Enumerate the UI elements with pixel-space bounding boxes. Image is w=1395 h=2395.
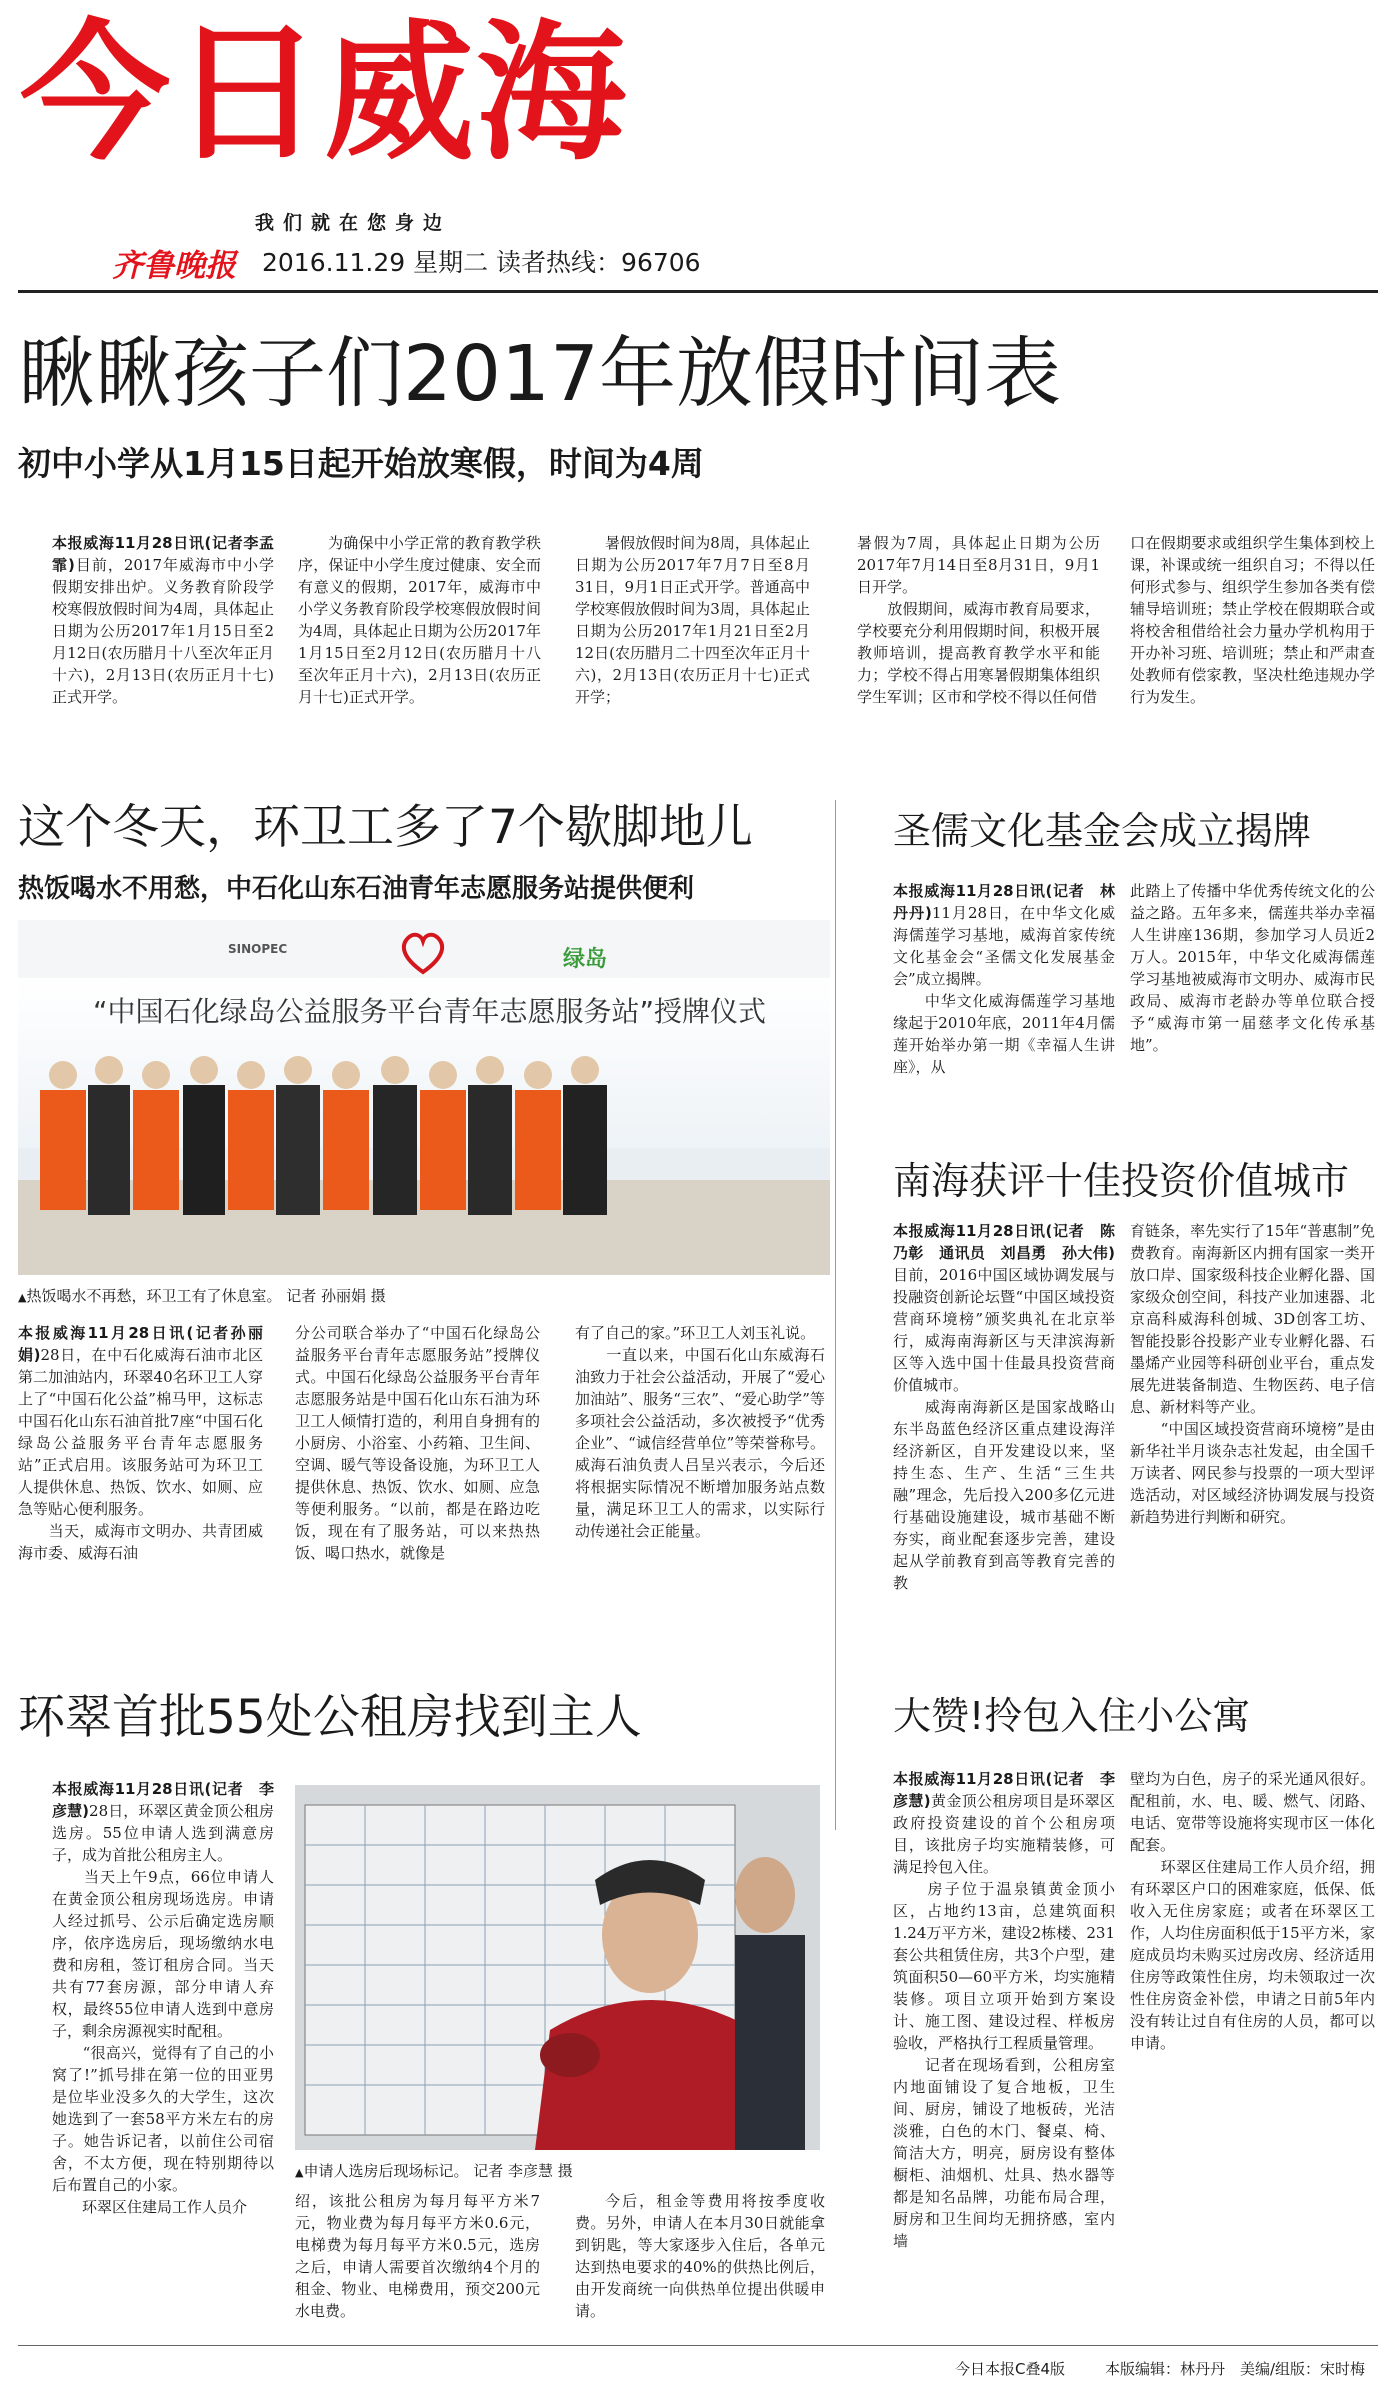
- housing-column-3: [575, 2190, 825, 2322]
- footer-rule: [18, 2345, 1378, 2346]
- foundation-headline: 圣儒文化基金会成立揭牌: [893, 809, 1312, 853]
- foundation-column-text: 11月28日，在中华文化威海儒莲学习基地，威海首家传统文化基金会“圣儒文化发展基金会”成立揭牌。 中华文化威海儒莲学习基地缘起于2010年底，2011年4月儒莲开始举办第一期《幸福人生讲座》，从: [893, 904, 1115, 1076]
- apartment-column-text: 壁均为白色，房子的采光通风很好。配租前，水、电、暖、燃气、闭路、电话、宽带等设施将实现市区一体化配套。 环翠区住建局工作人员介绍，拥有环翠区户口的困难家庭，低保、低收入无住房家庭；或者在环翠区工作，人均住房面积低于15平方米，家庭成员均未购买过房改房、经济适用住房等政策性住房，均未领取过一次性住房资金补偿，申请之日前5年内没有转让过自有住房的人员，都可以申请。: [1130, 1770, 1375, 2052]
- apartment-lead-in: 本报威海11月28日讯(记者 李彦慧): [893, 1770, 1115, 1810]
- heart-logo-icon: [398, 930, 448, 975]
- column-divider: [835, 800, 836, 1830]
- lead-column-text: 暑假放假时间为8周，具体起止日期为公历2017年7月7日至8月31日，9月1日正式开学。普通高中学校寒假放假时间为3周，具体起止日期为公历2017年1月21日至2月12日(农历腊月二十四至次年正月十六)，2月13日(农历正月十七)正式开学；: [575, 534, 810, 706]
- housing-photo-caption: [295, 2160, 573, 2181]
- apartment-column-1: [893, 1768, 1115, 2252]
- sanitation-column-text: 分公司联合举办了“中国石化绿岛公益服务平台青年志愿服务站”授牌仪式。中国石化绿岛公益服务平台青年志愿服务站是中国石化山东石油为环卫工人倾情打造的，利用自身拥有的小厨房、小浴室、小药箱、卫生间、空调、暖气等设备设施，为环卫工人提供休息、热饭、饮水、如厕、应急等便利服务。“以前，都是在路边吃饭，现在有了服务站，可以来热热饭、喝口热水，就像是: [295, 1324, 540, 1562]
- paper-logo: 齐鲁晚报: [112, 248, 236, 284]
- dateline: 2016.11.29 星期二 读者热线：96706: [262, 248, 701, 277]
- sanitation-lead-in: 本报威海11月28日讯(记者孙丽娟): [18, 1324, 263, 1364]
- caption-text: 申请人选房后现场标记。 记者 李彦慧 摄: [303, 2162, 573, 2180]
- lead-subhead: 初中小学从1月15日起开始放寒假，时间为4周: [18, 444, 704, 483]
- lead-column-1: [52, 532, 274, 708]
- sanitation-column-3: [575, 1322, 825, 1542]
- housing-column-text: 绍，该批公租房为每月每平方米7元，物业费为每月每平方米0.6元，电梯费为每月每平方米0.5元，选房之后，申请人需要首次缴纳4个月的租金、物业、电梯费用，预交200元水电费。: [295, 2192, 540, 2320]
- masthead-motto: 我们就在您身边: [255, 212, 452, 234]
- footer-designer: 美编/组版：宋时梅: [1240, 2360, 1366, 2378]
- masthead-rule: [18, 290, 1378, 293]
- footer-page-label: 今日本报C叠4版: [955, 2360, 1066, 2378]
- nanhai-column-2: [1130, 1220, 1375, 1528]
- sanitation-column-text: 28日，在中石化威海石油市北区第二加油站内，环翠40名环卫工人穿上了“中国石化公益”棉马甲，这标志中国石化山东石油首批7座“中国石化绿岛公益服务平台青年志愿服务站”正式启用。该服务站可为环卫工人提供休息、热饭、饮水、如厕、应急等贴心便利服务。 当天，威海市文明办、共青团威海市委、威海石油: [18, 1346, 264, 1562]
- ceremony-people-graphic: [18, 1030, 830, 1275]
- housing-column-text: 今后，租金等费用将按季度收费。另外，申请人在本月30日就能拿到钥匙，等大家逐步入住后，各单元达到热电要求的40%的供热比例后，由开发商统一向供热单位提出供暖申请。: [575, 2192, 825, 2320]
- lead-column-5: [1130, 532, 1375, 708]
- caption-triangle-icon: ▲: [295, 2166, 304, 2179]
- housing-column-text: 28日，环翠区黄金顶公租房选房。55位申请人选到满意房子，成为首批公租房主人。 当天上午9点，66位申请人在黄金顶公租房现场选房。申请人经过抓号、公示后确定选房顺序，依序选房后，现场缴纳水电费和房租，签订租房合同。当天共有77套房源，部分申请人弃权，最终55位申请人选到中意房子，剩余房源视实时配租。 “很高兴，觉得有了自己的小窝了!”抓号排在第一位的田亚男是位毕业没多久的大学生，这次她选到了一套58平方米左右的房子。她告诉记者，以前住公司宿舍，不太方便，现在特别期待以后布置自己的小家。 环翠区住建局工作人员介: [52, 1802, 275, 2216]
- caption-triangle-icon: ▲: [18, 1291, 27, 1304]
- apartment-headline: 大赞!拎包入住小公寓: [893, 1694, 1251, 1738]
- sinopec-logo: SINOPEC: [228, 942, 288, 956]
- nanhai-lead-in: 本报威海11月28日讯(记者 陈乃彰 通讯员 刘昌勇 孙大伟): [893, 1222, 1115, 1262]
- apartment-column-text: 黄金顶公租房项目是环翠区政府投资建设的首个公租房项目，该批房子均实施精装修，可满足拎包入住。 房子位于温泉镇黄金顶小区，占地约13亩，总建筑面积1.24万平方米，建设2栋楼、231套公共租赁住房，共3个户型，建筑面积50—60平方米，均实施精装修。项目立项开始到方案设计、施工图、建设过程、样板房验收，严格执行工程质量管理。 记者在现场看到，公租房室内地面铺设了复合地板，卫生间、厨房，铺设了地板砖，光洁淡雅，白色的木门、餐桌、椅、简洁大方，明亮，厨房设有整体橱柜、油烟机、灶具、热水器等都是知名品牌，功能布局合理，厨房和卫生间均无拥挤感，室内墙: [893, 1792, 1115, 2250]
- ceremony-banner-text: “中国石化绿岛公益服务平台青年志愿服务站”授牌仪式: [93, 995, 767, 1028]
- volunteer-ceremony-photo: [18, 920, 830, 1275]
- housing-column-2: [295, 2190, 540, 2322]
- foundation-lead-in: 本报威海11月28日讯(记者 林丹丹): [893, 882, 1115, 922]
- lead-column-4: [857, 532, 1100, 708]
- lead-column-3: [575, 532, 810, 708]
- sanitation-column-1: [18, 1322, 263, 1564]
- housing-lead-in: 本报威海11月28日讯(记者 李彦慧): [52, 1780, 274, 1820]
- foundation-column-1: [893, 880, 1115, 1078]
- lead-column-text: 为确保中小学正常的教育教学秩序，保证中小学生度过健康、安全而有意义的假期，2017年，威海市中小学义务教育阶段学校寒假放假时间为4周，具体起止日期为公历2017年1月15日至2月12日(农历腊月十八至次年正月十六)，2月13日(农历正月十七)正式开学。: [298, 534, 541, 706]
- lead-column-text: 口在假期要求或组织学生集体到校上课，补课或统一组织自习；不得以任何形式参与、组织学生参加各类有偿辅导培训班；禁止学校在假期联合或将校舍租借给社会力量办学机构用于开办补习班、培训班；禁止和严肃查处教师有偿家教，坚决杜绝违规办学行为发生。: [1130, 534, 1375, 706]
- footer-editor: 本版编辑：林丹丹: [1105, 2360, 1226, 2378]
- housing-headline: 环翠首批55处公租房找到主人: [18, 1690, 642, 1745]
- ludao-logo: 绿岛: [563, 947, 608, 972]
- sanitation-headline: 这个冬天，环卫工多了7个歇脚地儿: [18, 800, 753, 855]
- sanitation-column-2: [295, 1322, 540, 1564]
- masthead-title: 今日威海: [20, 5, 629, 181]
- sanitation-photo-caption: [18, 1285, 386, 1306]
- housing-column-1: [52, 1778, 274, 2218]
- foundation-column-text: 此踏上了传播中华优秀传统文化的公益之路。五年多来，儒莲共举办幸福人生讲座136期，参加学习人员近2万人。2015年，中华文化威海儒莲学习基地被威海市文明办、威海市民政局、威海市老龄办等单位联合授予“威海市第一届慈孝文化传承基地”。: [1130, 882, 1375, 1054]
- lead-column-text: 暑假为7周，具体起止日期为公历2017年7月14日至8月31日，9月1日开学。 放假期间，威海市教育局要求，学校要充分利用假期时间，积极开展教师培训，提高教育教学水平和能力；学校不得占用寒暑假期集体组织学生军训；区市和学校不得以任何借: [857, 534, 1100, 706]
- nanhai-column-1: [893, 1220, 1115, 1594]
- lead-lead-in: 本报威海11月28日讯(记者李孟霏): [52, 534, 274, 574]
- housing-selection-photo: [295, 1785, 820, 2150]
- sanitation-subhead: 热饭喝水不用愁，中石化山东石油青年志愿服务站提供便利: [18, 874, 695, 904]
- lead-headline: 瞅瞅孩子们2017年放假时间表: [18, 330, 1061, 419]
- nanhai-headline: 南海获评十佳投资价值城市: [893, 1159, 1350, 1203]
- caption-text: 热饭喝水不再愁，环卫工有了休息室。 记者 孙丽娟 摄: [26, 1287, 386, 1305]
- lead-column-2: [298, 532, 541, 708]
- housing-board-graphic: [295, 1785, 820, 2150]
- apartment-column-2: [1130, 1768, 1375, 2054]
- sanitation-column-text: 有了自己的家。”环卫工人刘玉礼说。 一直以来，中国石化山东威海石油致力于社会公益活动，开展了“爱心加油站”、服务“三农”、“爱心助学”等多项社会公益活动，多次被授予“优秀企业”、“诚信经营单位”等荣誉称号。威海石油负责人吕呈兴表示，今后还将根据实际情况不断增加服务站点数量，满足环卫工人的需求，以实际行动传递社会正能量。: [575, 1324, 825, 1540]
- foundation-column-2: [1130, 880, 1375, 1056]
- nanhai-column-text: 育链条，率先实行了15年“普惠制”免费教育。南海新区内拥有国家一类开放口岸、国家级科技企业孵化器、国家级众创空间，科技产业加速器、北京高科威海科创城、3D创客工坊、智能投影谷投影产业专业孵化器、石墨烯产业园等科研创业平台，重点发展先进装备制造、生物医药、电子信息、新材料等产业。 “中国区域投资营商环境榜”是由新华社半月谈杂志社发起，由全国千万读者、网民参与投票的一项大型评选活动，对区域经济协调发展与投资新趋势进行判断和研究。: [1130, 1222, 1375, 1526]
- lead-column-text: 目前，2017年威海市中小学假期安排出炉。义务教育阶段学校寒假放假时间为4周，具体起止日期为公历2017年1月15日至2月12日(农历腊月十八至次年正月十六)，2月13日(农历正月十七)正式开学。: [52, 556, 274, 706]
- nanhai-column-text: 目前，2016中国区域协调发展与投融资创新论坛暨“中国区域投资营商环境榜”颁奖典礼在北京举行，威海南海新区与天津滨海新区等入选中国十佳最具投资营商价值城市。 威海南海新区是国家战略山东半岛蓝色经济区重点建设海洋经济新区，自开发建设以来，坚持生态、生产、生活“三生共融”理念，先后投入200多亿元进行基础设施建设，城市基础不断夯实，商业配套逐步完善，建设起从学前教育到高等教育完善的教: [893, 1266, 1115, 1592]
